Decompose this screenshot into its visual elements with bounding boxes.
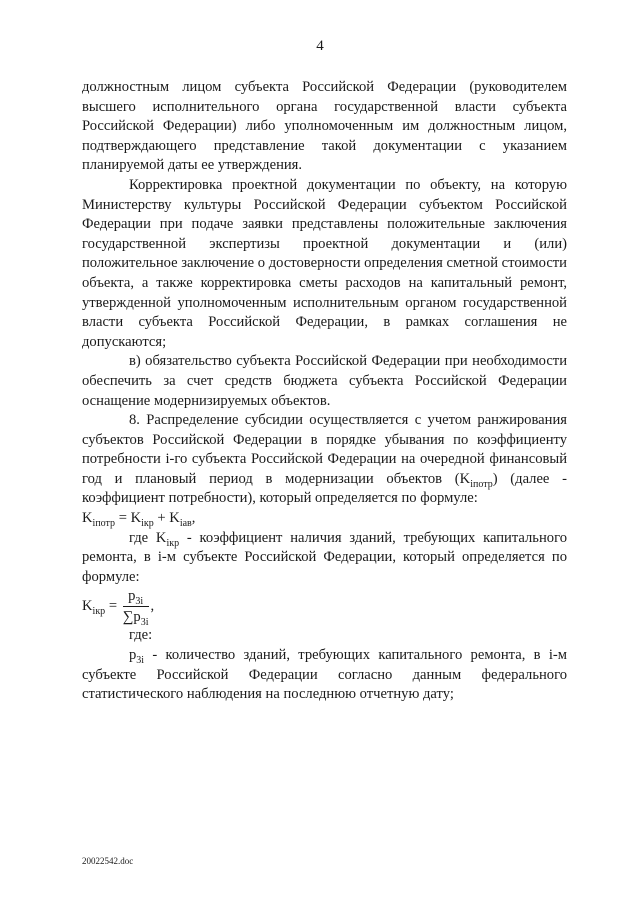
paragraph-6-symbol: p (129, 647, 137, 664)
paragraph-3: в) обязательство субъекта Российской Федерации при необходимости обеспечить за счет средств бюджета субъекта Российской Федерации оснащение модернизируемых объектов. (82, 353, 567, 409)
paragraph-4-text-b: ) (далее - коэффициент потребности), который определяется по формуле: (82, 470, 567, 507)
where-label: где: (129, 627, 153, 644)
formula1-tail: , (191, 510, 196, 527)
page-number: 4 (316, 38, 324, 54)
formula1-k3: K (169, 510, 180, 527)
formula2-sub-k: iкр (92, 606, 106, 618)
formula1-eq: = (115, 510, 131, 527)
formula2-sigma: ∑ (122, 609, 134, 626)
paragraph-5-subscript: iкр (166, 537, 180, 549)
paragraph-5-text-a: где K (129, 529, 167, 546)
formula1-plus: + (153, 510, 170, 527)
footer-filename: 20022542.doc (82, 856, 134, 866)
formula1-sub3: iав (179, 517, 192, 529)
formula2-num-p: p (128, 588, 136, 605)
formula2-numerator (123, 587, 149, 607)
paragraph-6 (82, 646, 567, 705)
paragraph-6-subscript: 3i (136, 654, 145, 666)
paragraph-6-text: - количество зданий, требующих капитального ремонта, в i-м субъекте Российской Федерации согласно данным федерального статистического наблюдения на последнюю отчетную дату; (82, 647, 567, 703)
paragraph-5-text-b: - коэффициент наличия зданий, требующих капитального ремонта, в i-м субъекте Российской Федерации, который определяется по формуле: (82, 529, 567, 585)
formula-need-coefficient (82, 509, 567, 529)
formula2-fraction (122, 587, 149, 629)
formula2-denominator (122, 607, 149, 629)
formula1-k1: K (82, 510, 93, 527)
formula2-den-p: p (133, 609, 141, 626)
formula2-den-sub: 3i (140, 617, 149, 629)
formula2-eq: = (105, 598, 121, 615)
paragraph-5 (82, 529, 567, 588)
formula1-sub1: iпотр (92, 517, 116, 529)
formula-repair-coefficient (82, 587, 567, 629)
paragraph-4-text-a: 8. Распределение субсидии осуществляется с учетом ранжирования субъектов Российской Федерации в порядке убывания по коэффициенту потребности i-го субъекта Российской Федерации на очередной финансовый год и плановый период в модернизации объектов (K (82, 412, 567, 487)
document-body (82, 78, 567, 705)
formula2-k: K (82, 598, 93, 615)
formula2-num-sub: 3i (135, 596, 144, 608)
paragraph-4-subscript: iпотр (470, 478, 493, 490)
paragraph-2: Корректировка проектной документации по объекту, на которую Министерству культуры Российской Федерации субъектом Российской Федерации при подаче заявки представлены положительные заключения государственной экспертизы проектной документации и (или) положительное заключение о достоверности определения сметной стоимости объекта, а также корректировка сметы расходов на капитальный ремонт, утвержденной уполномоченным исполнительным органом государственной власти субъекта Российской Федерации, в рамках соглашения не допускаются; (82, 176, 567, 350)
formula2-tail: , (150, 598, 155, 615)
formula1-k2: K (130, 510, 142, 527)
paragraph-1: должностным лицом субъекта Российской Федерации (руководителем высшего исполнительного органа государственной власти субъекта Российской Федерации) либо уполномоченным им должностным лицом, подтверждающего представление такой документации с указанием планируемой даты ее утверждения. (82, 79, 567, 174)
paragraph-4 (82, 411, 567, 509)
formula1-sub2: iкр (141, 517, 154, 529)
